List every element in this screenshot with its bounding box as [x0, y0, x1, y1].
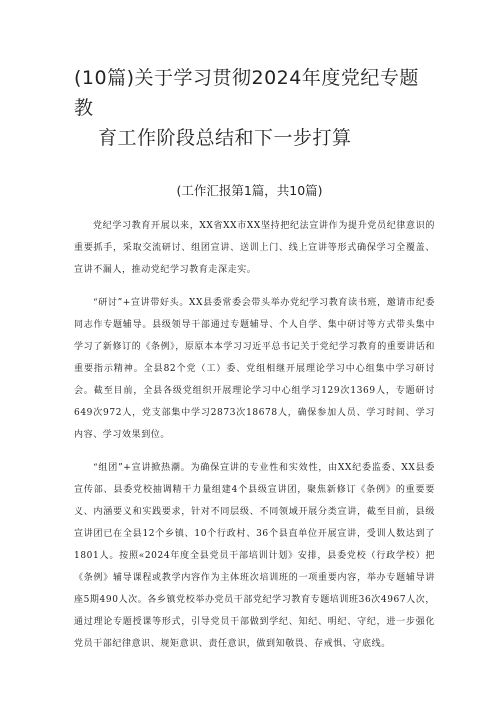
title-line-2: 育工作阶段总结和下一步打算: [98, 127, 352, 149]
document-subtitle: (工作汇报第1篇，共10篇): [176, 183, 323, 198]
title-line-1: (10篇)关于学习贯彻2024年度党纪专题教: [74, 67, 419, 119]
document-title: [74, 0, 435, 153]
body-paragraph-group-lecture: “组团”+宣讲掀热潮。为确保宣讲的专业性和实效性，由XX纪委监委、XX县委宣传部、县委党校抽调精干力量组建4个县级宣讲团，聚焦新修订《条例》的重要要义、内涵要义和实践要求，针对不同层级、不同领域开展分类宣讲，截至目前，县级宣讲团已在全县12个乡镇、10个行政村、36个县直单位开展宣讲，受训人数达到了1801人。按照«2024年度全县党员干部培训计划》安排，县委党校（行政学校）把《条例》辅导课程或教学内容作为主体班次培训班的一项重要内容，举办专题辅导讲座5期490人次。各乡镇党校举办党员干部党纪学习教育专题培训班36次4967人次，通过理论专题授课等形式，引导党员干部做到学纪、知纪、明纪、守纪，进一步强化党员干部纪律意识、规矩意识、责任意识，做到知敬畏、存戒惧、守底线。: [74, 463, 435, 649]
body-paragraph-intro: 党纪学习教育开展以来，XX省XX市XX坚持把纪法宣讲作为提升党员纪律意识的重要抓手，采取交流研讨、组团宣讲、送训上门、线上宣讲等形式确保学习全覆盖、宣讲不漏人，推动党纪学习教育走深走实。: [74, 221, 435, 275]
body-paragraph-discussion: “研讨”+宣讲带好头。XX县委常委会带头举办党纪学习教育读书班，邀请市纪委同志作专题辅导。县级领导干部通过专题辅导、个人自学、集中研讨等方式带头集中学习了新修订的《条例》，原原本本学习习近平总书记关于党纪学习教育的重要讲话和重要指示精神。全县82个党（工）委、党组相继开展理论学习中心组集中学习研讨会。截至目前，全县各级党组织开展理论学习中心组学习129次1369人，专题研讨649次972人，党支部集中学习2873次18678人，确保参加人员、学习时间、学习内容、学习效果到位。: [74, 298, 435, 440]
